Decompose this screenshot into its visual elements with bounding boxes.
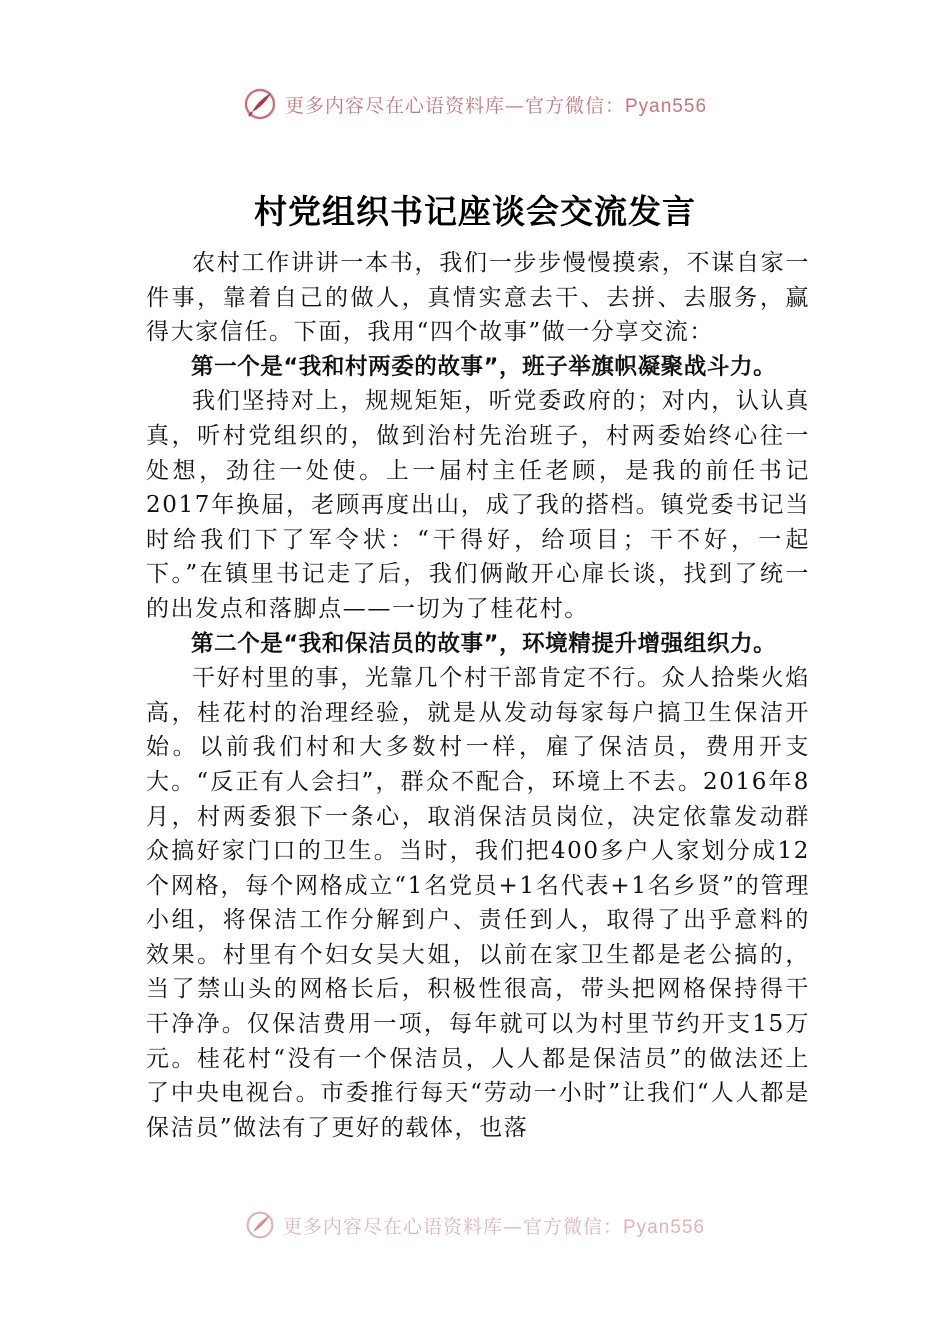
quill-logo-icon <box>245 1210 275 1240</box>
paragraph-section-2: 干好村里的事，光靠几个村干部肯定不行。众人拾柴火焰高，桂花村的治理经验，就是从发动每家每户搞卫生保洁开始。以前我们村和大多数村一样，雇了保洁员，费用开支大。“反正有人会扫”，群众不配合，环境上不去。2016年8月，村两委狠下一条心，取消保洁员岗位，决定依靠发动群众搞好家门口的卫生。当时，我们把400多户人家划分成12个网格，每个网格成立“1名党员+1名代表+1名乡贤”的管理小组，将保洁工作分解到户、责任到人，取得了出乎意料的效果。村里有个妇女吴大姐，以前在家卫生都是老公搞的，当了禁山头的网格长后，积极性很高，带头把网格保持得干干净净。仅保洁费用一项，每年就可以为村里节约开支15万元。桂花村“没有一个保洁员，人人都是保洁员”的做法还上了中央电视台。市委推行每天“劳动一小时”让我们“人人都是保洁员”做法有了更好的载体，也落 <box>146 665 810 1141</box>
section-heading-2: 第二个是“我和保洁员的故事”，环境精提升增强组织力。 <box>191 630 777 657</box>
watermark-text: 更多内容尽在心语资料库—官方微信：Pyan556 <box>284 94 708 117</box>
footer-watermark <box>0 1207 950 1243</box>
document-body <box>146 246 810 1218</box>
section-heading-1: 第一个是“我和村两委的故事”，班子举旗帜凝聚战斗力。 <box>191 353 777 380</box>
quill-logo-icon <box>243 87 277 121</box>
paragraph-section-1: 我们坚持对上，规规矩矩，听党委政府的；对内，认认真真，听村党组织的，做到治村先治班子，村两委始终心往一处想，劲往一处使。上一届村主任老顾，是我的前任书记2017年换届，老顾再度出山，成了我的搭档。镇党委书记当时给我们下了军令状：“干得好，给项目；干不好，一起下。”在镇里书记走了后，我们俩敞开心扉长谈，找到了统一的出发点和落脚点——一切为了桂花村。 <box>146 388 810 622</box>
paragraph-intro: 农村工作讲讲一本书，我们一步步慢慢摸索，不谋自家一件事，靠着自己的做人，真情实意去干、去拼、去服务，赢得大家信任。下面，我用“四个故事”做一分享交流： <box>146 250 810 346</box>
watermark-text-footer: 更多内容尽在心语资料库—官方微信：Pyan556 <box>282 1215 706 1238</box>
header-watermark <box>0 84 950 124</box>
document-title: 村党组织书记座谈会交流发言 <box>254 192 696 231</box>
